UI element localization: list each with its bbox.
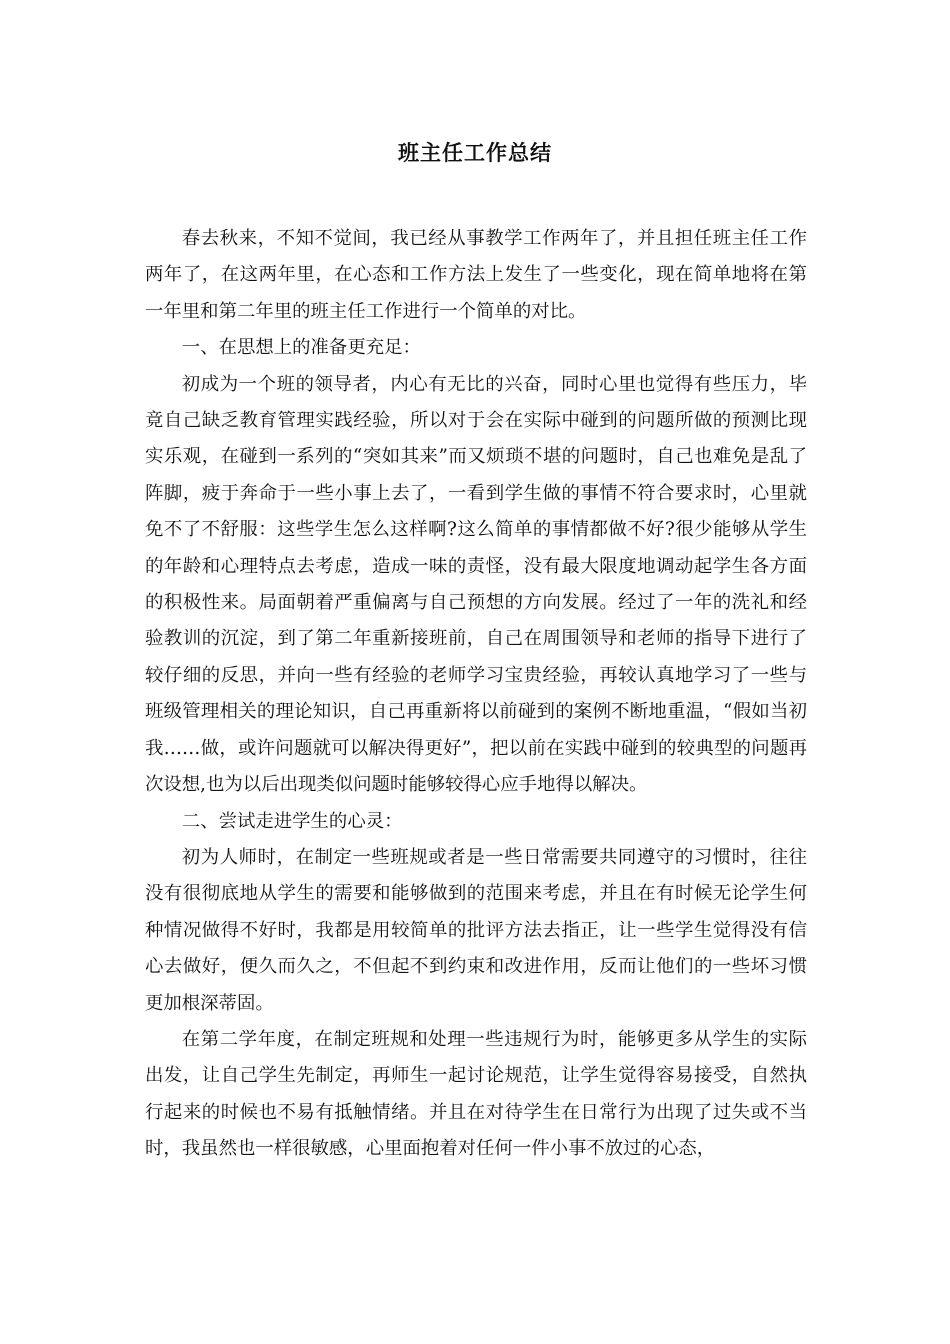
section-heading-1: 一、在思想上的准备更充足： <box>181 337 421 359</box>
document-body <box>145 221 807 1168</box>
intro-paragraph: 春去秋来，不知不觉间，我已经从事教学工作两年了，并且担任班主任工作两年了，在这两年里，在心态和工作方法上发生了一些变化，现在简单地将在第一年里和第二年里的班主任工作进行一个简单的对比。 <box>145 228 807 322</box>
section-2-paragraph-2: 在第二学年度，在制定班规和处理一些违规行为时，能够更多从学生的实际出发，让自己学生先制定，再师生一起讨论规范，让学生觉得容易接受，自然执行起来的时候也不易有抵触情绪。并且在对待学生在日常行为出现了过失或不当时，我虽然也一样很敏感，心里面抱着对任何一件小事不放过的心态， <box>145 1028 807 1160</box>
section-1-paragraph: 初成为一个班的领导者，内心有无比的兴奋，同时心里也觉得有些压力，毕竟自己缺乏教育管理实践经验，所以对于会在实际中碰到的问题所做的预测比现实乐观，在碰到一系列的“突如其来”而又烦琐不堪的问题时，自己也难免是乱了阵脚，疲于奔命于一些小事上去了，一看到学生做的事情不符合要求时，心里就免不了不舒服：这些学生怎么这样啊?这么简单的事情都做不好?很少能够从学生的年龄和心理特点去考虑，造成一味的责怪，没有最大限度地调动起学生各方面的积极性来。局面朝着严重偏离与自己预想的方向发展。经过了一年的洗礼和经验教训的沉淀，到了第二年重新接班前，自己在周围领导和老师的指导下进行了较仔细的反思，并向一些有经验的老师学习宝贵经验，再较认真地学习了一些与班级管理相关的理论知识，自己再重新将以前碰到的案例不断地重温，“假如当初我……做，或许问题就可以解决得更好”，把以前在实践中碰到的较典型的问题再次设想,也为以后出现类似问题时能够较得心应手地得以解决。 <box>145 373 807 796</box>
section-2-paragraph-1: 初为人师时，在制定一些班规或者是一些日常需要共同遵守的习惯时，往往没有很彻底地从学生的需要和能够做到的范围来考虑，并且在有时候无论学生何种情况做得不好时，我都是用较简单的批评方法去指正，让一些学生觉得没有信心去做好，便久而久之，不但起不到约束和改进作用，反而让他们的一些坏习惯更加根深蒂固。 <box>145 846 807 1014</box>
section-heading-2: 二、尝试走进学生的心灵： <box>181 810 403 832</box>
document-title: 班主任工作总结 <box>398 140 552 165</box>
